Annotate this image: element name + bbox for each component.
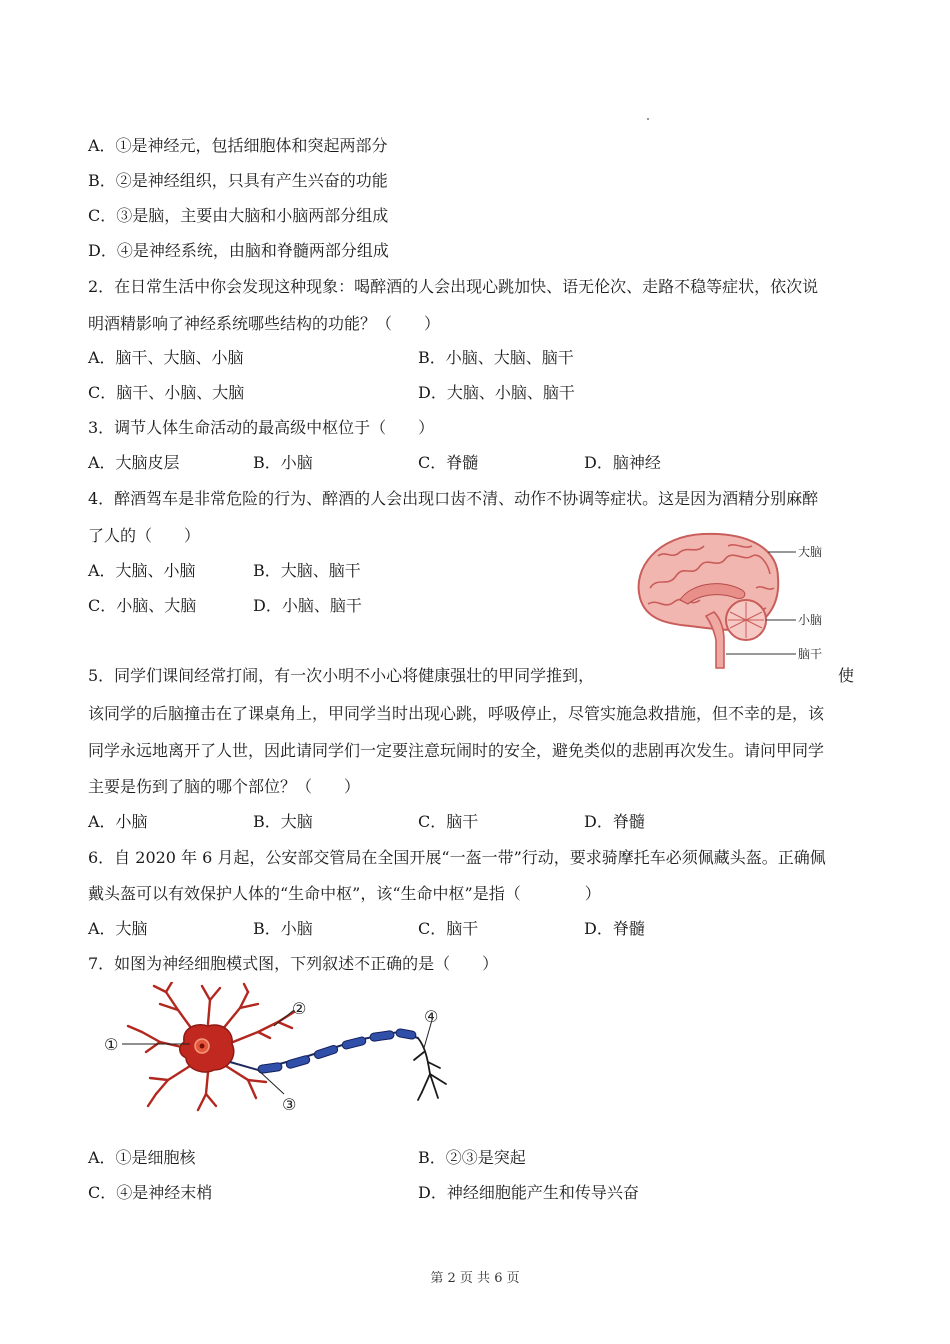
neuron-label-3: ③ — [282, 1095, 297, 1114]
neuron-label-1: ① — [104, 1035, 119, 1054]
q4-option-d: D．小脑、脑干 — [253, 596, 362, 615]
q2-option-a: A．脑干、大脑、小脑 — [88, 348, 244, 367]
q3-option-b: B．小脑 — [253, 453, 313, 472]
q3-option-a: A．大脑皮层 — [88, 453, 180, 472]
q2-stem-line1: 2．在日常生活中你会发现这种现象：喝醉酒的人会出现心跳加快、语无伦次、走路不稳等症状，依次说 — [88, 277, 819, 296]
q6-stem-line1: 6．自 2020 年 6 月起，公安部交管局在全国开展“一盔一带”行动，要求骑摩托车必须佩藏头盔。正确佩 — [88, 848, 826, 867]
q1-option-a: A．①是神经元，包括细胞体和突起两部分 — [88, 136, 388, 155]
q6-option-b: B．小脑 — [253, 919, 313, 938]
q4-stem-line1: 4．醉酒驾车是非常危险的行为、醉酒的人会出现口齿不清、动作不协调等症状。这是因为酒精分别麻醉 — [88, 489, 819, 508]
q5-stem-line1-left: 5．同学们课间经常打闹，有一次小明不小心将健康强壮的甲同学推到， — [88, 666, 595, 685]
q2-option-b: B．小脑、大脑、脑干 — [418, 348, 574, 367]
q2-option-c: C．脑干、小脑、大脑 — [88, 383, 245, 402]
q7-option-a: A．①是细胞核 — [88, 1148, 196, 1167]
brain-label-cerebellum: 小脑 — [798, 613, 823, 627]
q5-stem-line2: 该同学的后脑撞击在了课桌角上，甲同学当时出现心跳，呼吸停止，尽管实施急救措施，但不幸的是，该 — [88, 704, 825, 723]
page-number-footer: 第 2 页 共 6 页 — [430, 1271, 520, 1286]
q5-stem-line3: 同学永远地离开了人世，因此请同学们一定要注意玩闹时的安全，避免类似的悲剧再次发生。请问甲同学 — [88, 741, 825, 760]
q2-option-d: D．大脑、小脑、脑干 — [418, 383, 575, 402]
q3-option-d: D．脑神经 — [584, 453, 661, 472]
q1-option-d: D．④是神经系统，由脑和脊髓两部分组成 — [88, 241, 389, 260]
q6-option-c: C．脑干 — [418, 919, 479, 938]
q4-option-a: A．大脑、小脑 — [88, 561, 196, 580]
q7-option-c: C．④是神经末梢 — [88, 1183, 213, 1202]
brain-label-cerebrum: 大脑 — [798, 545, 823, 559]
q6-option-a: A．大脑 — [88, 919, 148, 938]
q6-option-d: D．脊髓 — [584, 919, 645, 938]
neuron-label-2: ② — [292, 999, 307, 1018]
q6-stem-line2: 戴头盔可以有效保护人体的“生命中枢”，该“生命中枢”是指（ ） — [88, 884, 601, 903]
q5-option-b: B．大脑 — [253, 812, 313, 831]
q3-option-c: C．脊髓 — [418, 453, 479, 472]
q7-option-b: B．②③是突起 — [418, 1148, 526, 1167]
stray-dot — [647, 118, 649, 120]
neuron-label-4: ④ — [424, 1007, 439, 1026]
q7-stem: 7．如图为神经细胞模式图，下列叙述不正确的是（ ） — [88, 954, 499, 973]
q5-stem-line4: 主要是伤到了脑的哪个部位？（ ） — [88, 777, 361, 796]
q7-option-d: D．神经细胞能产生和传导兴奋 — [418, 1183, 639, 1202]
q4-stem-line2: 了人的（ ） — [88, 526, 201, 545]
q1-option-c: C．③是脑，主要由大脑和小脑两部分组成 — [88, 206, 389, 225]
brain-diagram — [628, 528, 838, 673]
q4-option-b: B．大脑、脑干 — [253, 561, 361, 580]
q5-option-d: D．脊髓 — [584, 812, 645, 831]
neuron-diagram — [98, 982, 468, 1117]
q2-stem-line2: 明酒精影响了神经系统哪些结构的功能？（ ） — [88, 314, 441, 333]
q5-option-a: A．小脑 — [88, 812, 148, 831]
q1-option-b: B．②是神经组织，只具有产生兴奋的功能 — [88, 171, 388, 190]
q3-stem: 3．调节人体生命活动的最高级中枢位于（ ） — [88, 418, 435, 437]
q4-option-c: C．小脑、大脑 — [88, 596, 197, 615]
brain-label-brainstem: 脑干 — [798, 647, 823, 661]
q5-option-c: C．脑干 — [418, 812, 479, 831]
q5-stem-line1-right: 使 — [838, 666, 855, 685]
